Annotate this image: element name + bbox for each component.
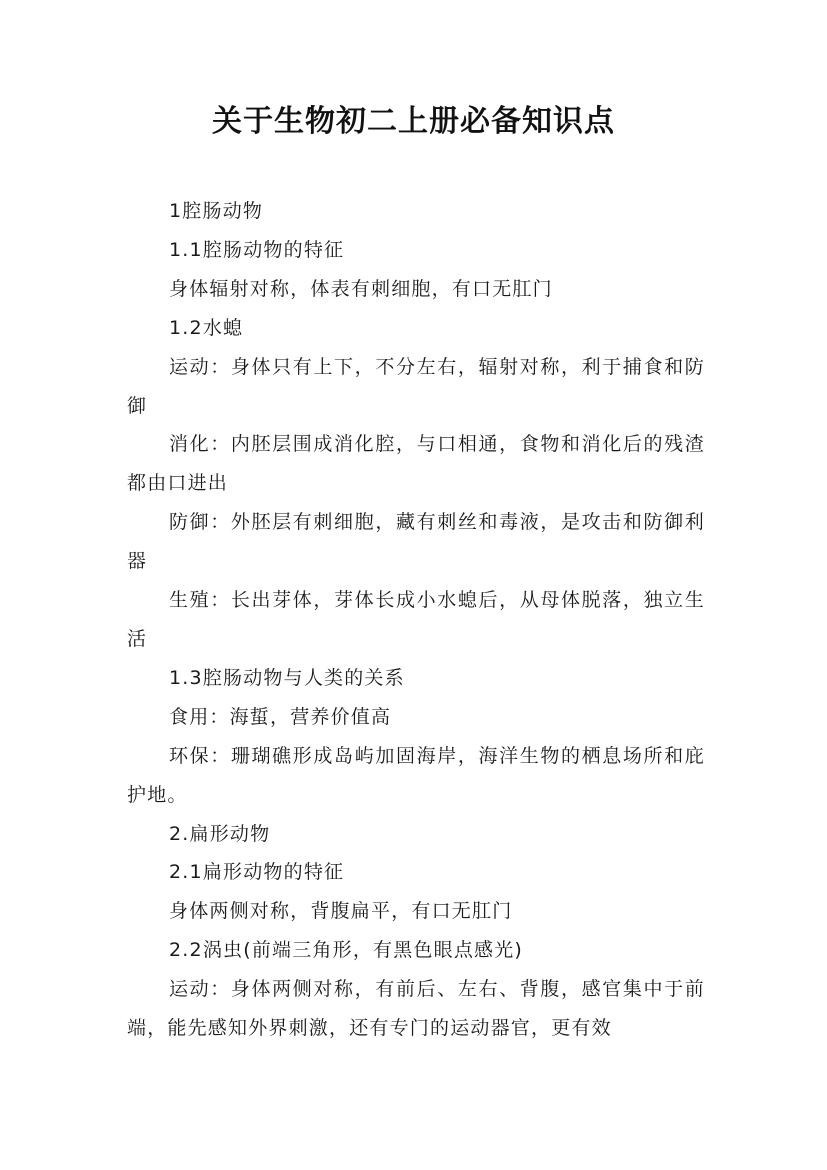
heading-2-flatworms: 2.扁形动物 — [169, 822, 271, 845]
heading-1-2-hydra: 1.2水螅 — [169, 316, 244, 339]
heading-2-1-features: 2.1扁形动物的特征 — [169, 861, 345, 884]
heading-1-1-features: 1.1腔肠动物的特征 — [169, 238, 345, 261]
paragraph-movement: 运动：身体只有上下，不分左右，辐射对称，利于捕食和防御 — [127, 355, 705, 417]
paragraph-environment: 环保：珊瑚礁形成岛屿加固海岸，海洋生物的栖息场所和庇护地。 — [127, 744, 705, 806]
paragraph-planarian-movement: 运动：身体两侧对称，有前后、左右、背腹，感官集中于前端，能先感知外界刺激，还有专门的运动器官，更有效 — [127, 978, 705, 1040]
heading-1-coelenterates: 1腔肠动物 — [169, 200, 264, 222]
heading-1-3-relation: 1.3腔肠动物与人类的关系 — [169, 666, 405, 689]
document-title: 关于生物初二上册必备知识点 — [212, 104, 615, 139]
paragraph-flatworm-features: 身体两侧对称，背腹扁平，有口无肛门 — [169, 900, 513, 923]
paragraph-digestion: 消化：内胚层围成消化腔，与口相通，食物和消化后的残渣都由口进出 — [127, 433, 705, 495]
paragraph-features: 身体辐射对称，体表有刺细胞，有口无肛门 — [169, 277, 553, 300]
paragraph-defense: 防御：外胚层有刺细胞，藏有刺丝和毒液，是攻击和防御利器 — [127, 511, 705, 573]
paragraph-food: 食用：海蜇，营养价值高 — [169, 705, 392, 728]
heading-2-2-planarian: 2.2涡虫(前端三角形，有黑色眼点感光) — [169, 939, 524, 962]
document-body — [127, 192, 705, 1048]
paragraph-reproduction: 生殖：长出芽体，芽体长成小水螅后，从母体脱落，独立生活 — [127, 589, 705, 650]
